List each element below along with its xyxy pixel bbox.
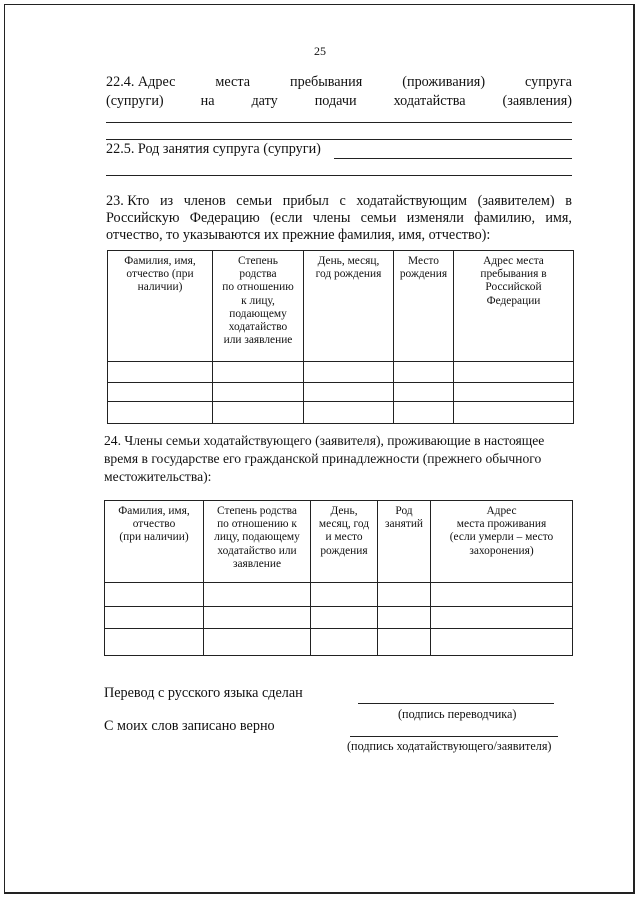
table-cell[interactable] bbox=[105, 583, 204, 607]
header-relationship: Степень родства по отношению к лицу, подающему ходатайство или заявление bbox=[204, 501, 311, 583]
word: на bbox=[200, 93, 215, 109]
header-name: Фамилия, имя, отчество (при наличии) bbox=[105, 501, 204, 583]
page-frame bbox=[4, 4, 635, 894]
table-cell[interactable] bbox=[378, 607, 431, 629]
word: Федерацию bbox=[189, 210, 260, 226]
section-24-line2: время в государстве его гражданской принадлежности (прежнего обычного bbox=[104, 451, 542, 466]
word: 22.4. Адрес bbox=[106, 74, 176, 90]
translator-signature-line[interactable] bbox=[358, 703, 554, 704]
table-cell[interactable] bbox=[431, 583, 573, 607]
word: с bbox=[339, 193, 346, 209]
applicant-signature-caption: (подпись ходатайствующего/заявителя) bbox=[347, 739, 552, 753]
word: прибыл bbox=[282, 193, 329, 209]
header-birth-date: День, месяц, год рождения bbox=[304, 251, 394, 362]
section-23-line1 bbox=[106, 193, 572, 210]
section-24-line1: 24. Члены семьи ходатайствующего (заявителя), проживающие в настоящее bbox=[104, 433, 545, 448]
section-23-line3: отчество, то указываются их прежние фамилия, имя, отчество): bbox=[106, 227, 491, 243]
word: пребывания bbox=[290, 74, 363, 90]
header-occupation: Род занятий bbox=[378, 501, 431, 583]
occupation-label: 22.5. Род занятия супруга (супруги) bbox=[106, 141, 321, 157]
word: изменяли bbox=[406, 210, 464, 226]
occupation-input-line-2[interactable] bbox=[106, 175, 572, 176]
table-row bbox=[105, 629, 573, 656]
word: (проживания) bbox=[402, 74, 486, 90]
word: подачи bbox=[314, 93, 357, 109]
table-cell[interactable] bbox=[378, 583, 431, 607]
table-row bbox=[105, 607, 573, 629]
section-24-line3: местожительства): bbox=[104, 469, 212, 484]
table-cell[interactable] bbox=[213, 362, 304, 383]
table-cell[interactable] bbox=[431, 629, 573, 656]
applicant-signature-line[interactable] bbox=[350, 736, 558, 737]
table-cell[interactable] bbox=[454, 383, 574, 402]
word: Российскую bbox=[106, 210, 180, 226]
table-cell[interactable] bbox=[394, 383, 454, 402]
occupation-input-line-1[interactable] bbox=[334, 158, 572, 159]
header-birth-date-place: День, месяц, год и место рождения bbox=[311, 501, 378, 583]
family-arrived-table bbox=[107, 250, 574, 424]
translator-signature-caption: (подпись переводчика) bbox=[398, 707, 517, 721]
header-birthplace: Место рождения bbox=[394, 251, 454, 362]
table-cell[interactable] bbox=[204, 607, 311, 629]
table-cell[interactable] bbox=[311, 583, 378, 607]
table-cell[interactable] bbox=[213, 383, 304, 402]
word: ходатайствующим bbox=[356, 193, 467, 209]
word: супруга bbox=[525, 74, 572, 90]
word: имя, bbox=[545, 210, 572, 226]
table-cell[interactable] bbox=[454, 402, 574, 424]
table-cell[interactable] bbox=[105, 607, 204, 629]
family-abroad-table bbox=[104, 500, 573, 656]
table-cell[interactable] bbox=[105, 629, 204, 656]
verified-label: С моих слов записано верно bbox=[104, 718, 275, 734]
table-row bbox=[108, 383, 574, 402]
table-cell[interactable] bbox=[204, 583, 311, 607]
table-row bbox=[108, 402, 574, 424]
header-relationship: Степень родства по отношению к лицу, подающему ходатайство или заявление bbox=[213, 251, 304, 362]
section-23-line2 bbox=[106, 210, 572, 227]
table-cell[interactable] bbox=[108, 362, 213, 383]
section-22-4-line1 bbox=[106, 74, 572, 91]
address-input-line-2[interactable] bbox=[106, 139, 572, 140]
table-cell[interactable] bbox=[394, 402, 454, 424]
page-number: 25 bbox=[314, 44, 326, 58]
translation-label: Перевод с русского языка сделан bbox=[104, 685, 303, 701]
word: членов bbox=[183, 193, 226, 209]
header-stay-address: Адрес места пребывания в Российской Федерации bbox=[454, 251, 574, 362]
header-name: Фамилия, имя, отчество (при наличии) bbox=[108, 251, 213, 362]
word: дату bbox=[251, 93, 278, 109]
word: (заявления) bbox=[502, 93, 572, 109]
table-cell[interactable] bbox=[378, 629, 431, 656]
table-cell[interactable] bbox=[311, 629, 378, 656]
word: семьи bbox=[360, 210, 397, 226]
section-22-4-line2 bbox=[106, 93, 572, 110]
table-row bbox=[108, 362, 574, 383]
table-cell[interactable] bbox=[108, 383, 213, 402]
table-cell[interactable] bbox=[394, 362, 454, 383]
word: фамилию, bbox=[474, 210, 536, 226]
table-cell[interactable] bbox=[311, 607, 378, 629]
word: (супруги) bbox=[106, 93, 164, 109]
table-cell[interactable] bbox=[213, 402, 304, 424]
table-cell[interactable] bbox=[304, 383, 394, 402]
table-cell[interactable] bbox=[431, 607, 573, 629]
word: в bbox=[565, 193, 572, 209]
word: (заявителем) bbox=[477, 193, 555, 209]
word: из bbox=[159, 193, 174, 209]
word: ходатайства bbox=[393, 93, 466, 109]
word: (если bbox=[270, 210, 303, 226]
address-input-line-1[interactable] bbox=[106, 122, 572, 123]
table-cell[interactable] bbox=[108, 402, 213, 424]
table-cell[interactable] bbox=[454, 362, 574, 383]
header-residence-address: Адрес места проживания (если умерли – место захоронения) bbox=[431, 501, 573, 583]
word: семьи bbox=[236, 193, 273, 209]
word: члены bbox=[312, 210, 351, 226]
table-cell[interactable] bbox=[204, 629, 311, 656]
word: 23. Кто bbox=[106, 193, 150, 209]
word: места bbox=[215, 74, 251, 90]
table-cell[interactable] bbox=[304, 362, 394, 383]
table-row bbox=[105, 583, 573, 607]
table-cell[interactable] bbox=[304, 402, 394, 424]
